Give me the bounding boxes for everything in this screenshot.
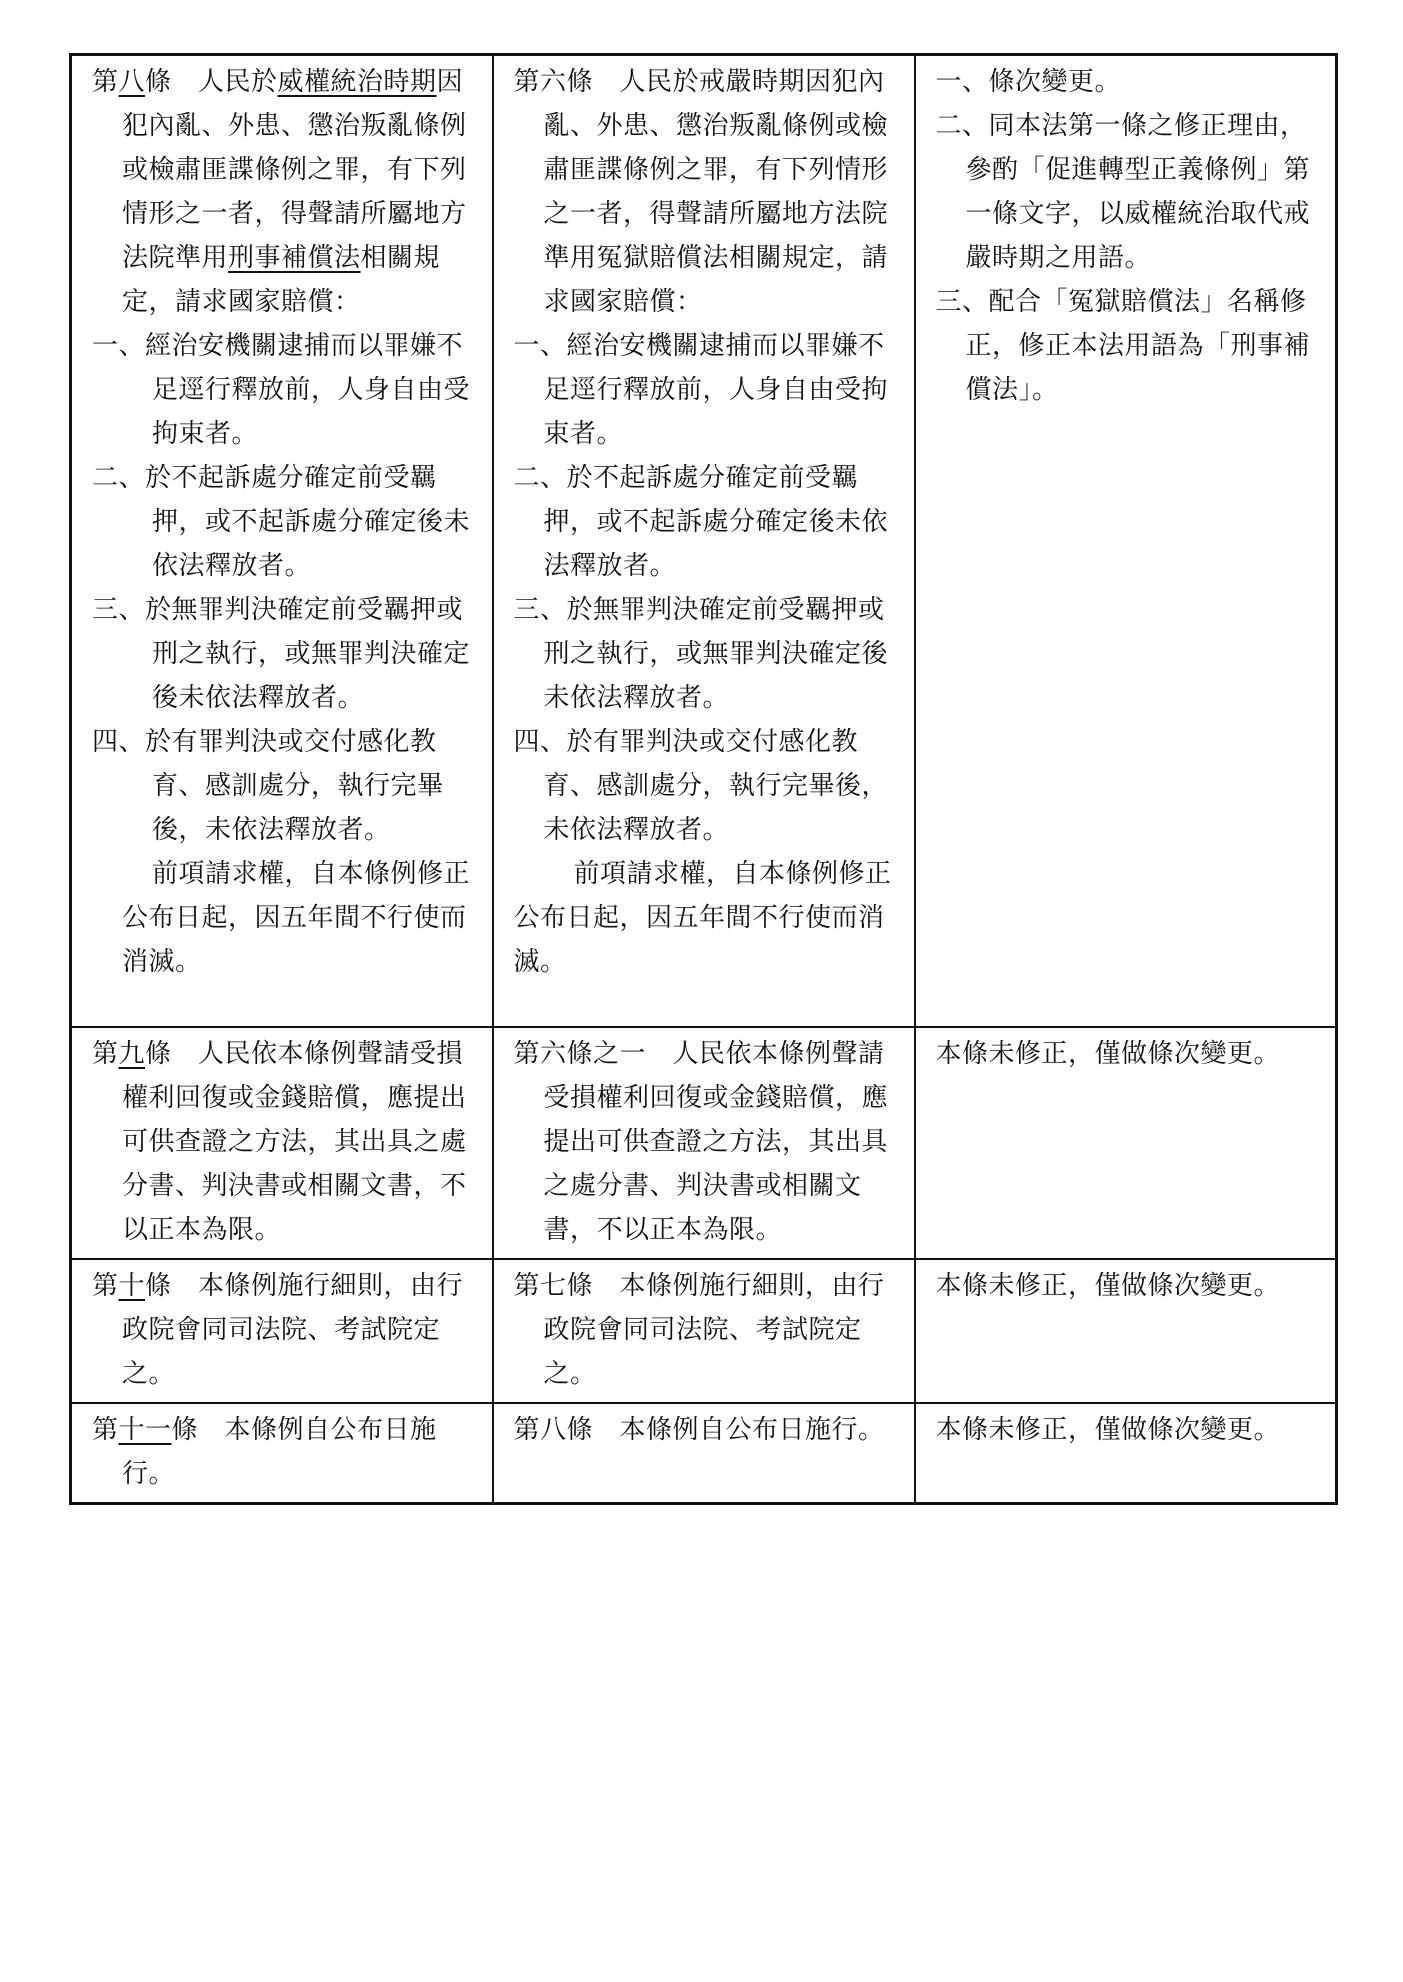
table-row bbox=[71, 1259, 1337, 1403]
article-number-underlined: 八 bbox=[118, 67, 146, 97]
amendment-comparison-table bbox=[69, 53, 1338, 1505]
paragraph: 前項請求權，自本條例修正公布日起，因五年間不行使而消滅。 bbox=[122, 859, 471, 977]
reason-cell bbox=[915, 1403, 1337, 1504]
new-article-cell bbox=[71, 1403, 493, 1504]
article-number-underlined: 十一 bbox=[118, 1415, 172, 1445]
old-article-cell bbox=[493, 55, 915, 1028]
article-text: 第七條 本條例施行細則，由行政院會同司法院、考試院定之。 bbox=[513, 1271, 885, 1389]
new-article-cell bbox=[71, 1259, 493, 1403]
article-text: 第八條 本條例自公布日施行。 bbox=[513, 1415, 885, 1445]
article-text: 第八條 人民於威權統治時期因犯內亂、外患、懲治叛亂條例或檢肅匪諜條例之罪，有下列情形之一者，得聲請所屬地方法院準用刑事補償法相關規定，請求國家賠償： bbox=[92, 67, 467, 317]
article-text: 第十條 本條例施行細則，由行政院會同司法院、考試院定之。 bbox=[92, 1271, 464, 1389]
article-number-underlined: 九 bbox=[118, 1039, 146, 1069]
new-article-cell bbox=[71, 55, 493, 1028]
reason-cell bbox=[915, 1259, 1337, 1403]
list-item: 二、於不起訴處分確定前受羈押，或不起訴處分確定後未依法釋放者。 bbox=[92, 463, 471, 581]
new-article-cell bbox=[71, 1027, 493, 1259]
table-row bbox=[71, 1027, 1337, 1259]
reason-cell bbox=[915, 55, 1337, 1028]
old-article-cell bbox=[493, 1027, 915, 1259]
reason-text: 本條未修正，僅做條次變更。 bbox=[935, 1415, 1281, 1445]
reason-text: 本條未修正，僅做條次變更。 bbox=[935, 1271, 1281, 1301]
list-item: 四、於有罪判決或交付感化教育、感訓處分，執行完畢後，未依法釋放者。 bbox=[92, 727, 444, 845]
reason-text: 本條未修正，僅做條次變更。 bbox=[935, 1039, 1281, 1069]
list-item: 一、經治安機關逮捕而以罪嫌不足逕行釋放前，人身自由受拘束者。 bbox=[92, 331, 471, 449]
article-text: 第十一條 本條例自公布日施行。 bbox=[92, 1415, 437, 1489]
reason-item: 一、條次變更。 bbox=[935, 67, 1122, 97]
reason-item: 二、同本法第一條之修正理由，參酌「促進轉型正義條例」第一條文字，以威權統治取代戒嚴時期之用語。 bbox=[935, 111, 1311, 273]
document-page bbox=[69, 53, 1335, 1505]
table-row bbox=[71, 55, 1337, 1028]
amended-term: 威權統治時期 bbox=[277, 67, 437, 97]
old-article-cell bbox=[493, 1259, 915, 1403]
old-article-cell bbox=[493, 1403, 915, 1504]
paragraph: 前項請求權，自本條例修正公布日起，因五年間不行使而消滅。 bbox=[513, 859, 892, 977]
list-item: 二、於不起訴處分確定前受羈押，或不起訴處分確定後未依法釋放者。 bbox=[513, 463, 889, 581]
article-number-underlined: 十 bbox=[118, 1271, 146, 1301]
reason-item: 三、配合「冤獄賠償法」名稱修正，修正本法用語為「刑事補償法」。 bbox=[935, 287, 1311, 405]
amended-term: 刑事補償法 bbox=[228, 243, 361, 273]
article-text: 第九條 人民依本條例聲請受損權利回復或金錢賠償，應提出可供查證之方法，其出具之處分書、判決書或相關文書，不以正本為限。 bbox=[92, 1039, 467, 1245]
list-item: 三、於無罪判決確定前受羈押或刑之執行，或無罪判決確定後未依法釋放者。 bbox=[513, 595, 889, 713]
reason-cell bbox=[915, 1027, 1337, 1259]
table-row bbox=[71, 1403, 1337, 1504]
list-item: 三、於無罪判決確定前受羈押或刑之執行，或無罪判決確定後未依法釋放者。 bbox=[92, 595, 471, 713]
list-item: 一、經治安機關逮捕而以罪嫌不足逕行釋放前，人身自由受拘束者。 bbox=[513, 331, 889, 449]
article-text: 第六條 人民於戒嚴時期因犯內亂、外患、懲治叛亂條例或檢肅匪諜條例之罪，有下列情形之一者，得聲請所屬地方法院準用冤獄賠償法相關規定，請求國家賠償： bbox=[513, 67, 889, 317]
list-item: 四、於有罪判決或交付感化教育、感訓處分，執行完畢後，未依法釋放者。 bbox=[513, 727, 889, 845]
article-text: 第六條之一 人民依本條例聲請受損權利回復或金錢賠償，應提出可供查證之方法，其出具之處分書、判決書或相關文書，不以正本為限。 bbox=[513, 1039, 889, 1245]
